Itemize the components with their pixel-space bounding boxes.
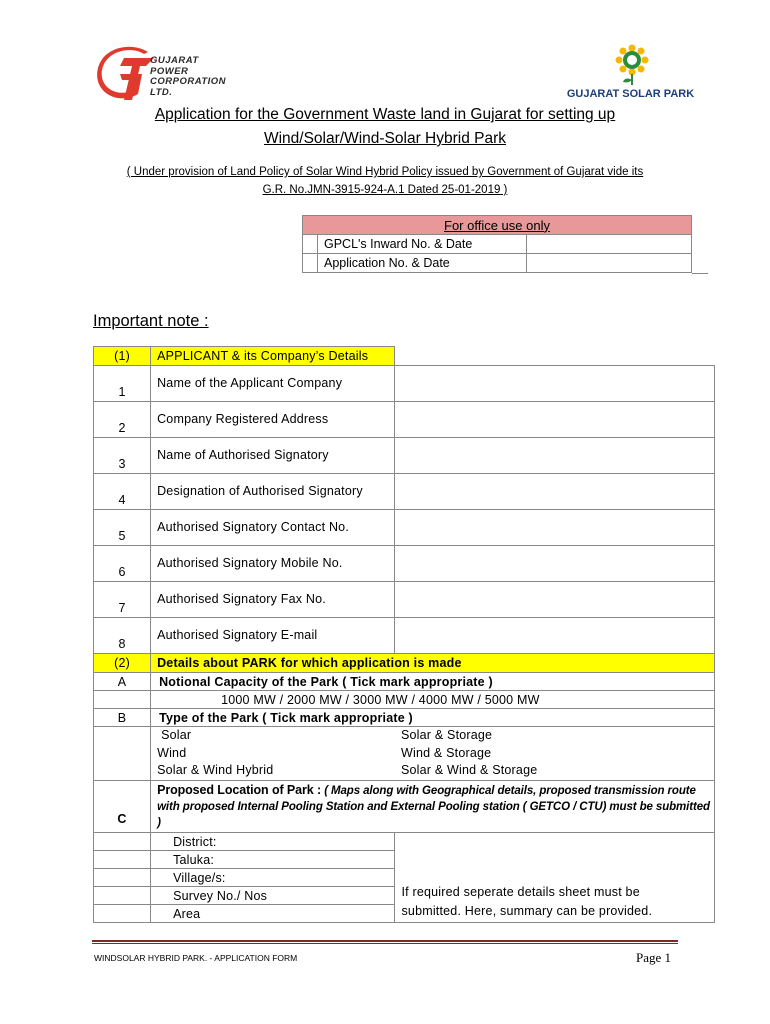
row-label: Company Registered Address xyxy=(151,402,395,438)
row-label: Designation of Authorised Signatory xyxy=(151,474,395,510)
location-help-text: If required seperate details sheet must be xyxy=(401,885,640,899)
option-solar[interactable]: Solar xyxy=(161,728,192,743)
option-solar-wind-hybrid[interactable]: Solar & Wind Hybrid xyxy=(157,763,274,778)
row-label: Authorised Signatory Mobile No. xyxy=(151,546,395,582)
table-row xyxy=(94,402,715,438)
capacity-options[interactable]: 1000 MW / 2000 MW / 3000 MW / 4000 MW / 5000 MW xyxy=(151,691,715,709)
table-row xyxy=(94,546,715,582)
signatory-name-field[interactable] xyxy=(395,438,715,474)
location-field-label: Village/s: xyxy=(151,869,395,887)
table-row xyxy=(94,618,715,654)
logo-line: CORPORATION xyxy=(150,76,227,87)
fax-no-field[interactable] xyxy=(395,582,715,618)
logo-line: GUJARAT xyxy=(150,55,199,66)
sunflower-icon xyxy=(615,44,649,86)
logo-line: LTD. xyxy=(150,86,173,98)
mobile-no-field[interactable] xyxy=(395,546,715,582)
office-use-table xyxy=(302,215,692,273)
row-label: Authorised Signatory E-mail xyxy=(151,618,395,654)
page-title-line2: Wind/Solar/Wind-Solar Hybrid Park xyxy=(263,130,507,147)
park-type-options-right xyxy=(395,727,715,781)
location-field-label: District: xyxy=(151,833,395,851)
table-row xyxy=(94,474,715,510)
table-row xyxy=(94,438,715,474)
option-wind-storage[interactable]: Wind & Storage xyxy=(400,745,492,760)
subtitle-line1: ( Under provision of Land Policy of Solar Wind Hybrid Policy issued by Government of Gujarat vide its xyxy=(126,166,644,178)
row-label: Authorised Signatory Fax No. xyxy=(151,582,395,618)
application-no-field[interactable] xyxy=(527,254,692,273)
row-number: 6 xyxy=(94,546,151,582)
location-heading xyxy=(151,781,715,833)
row-number: 8 xyxy=(94,618,151,654)
row-letter: C xyxy=(94,781,151,833)
park-type-heading: Type of the Park ( Tick mark appropriate ) xyxy=(151,709,715,727)
location-summary-field[interactable] xyxy=(395,833,715,923)
solar-park-logo-text: GUJARAT SOLAR PARK xyxy=(566,88,695,100)
table-row xyxy=(94,366,715,402)
applicant-company-field[interactable] xyxy=(395,366,715,402)
gpcl-emblem-icon xyxy=(96,44,156,104)
logo-line: POWER xyxy=(150,65,189,77)
section-title: APPLICANT & its Company’s Details xyxy=(151,347,395,366)
page-number: Page 1 xyxy=(636,950,672,965)
row-number: 5 xyxy=(94,510,151,546)
office-use-label: Application No. & Date xyxy=(318,254,527,273)
signatory-designation-field[interactable] xyxy=(395,474,715,510)
table-row xyxy=(94,582,715,618)
office-use-label: GPCL's Inward No. & Date xyxy=(318,235,527,254)
page-title-line1: Application for the Government Waste land in Gujarat for setting up xyxy=(154,106,616,123)
section-title: Details about PARK for which application is made xyxy=(151,654,715,673)
contact-no-field[interactable] xyxy=(395,510,715,546)
gpcl-logo-text xyxy=(150,56,226,98)
section-number: (2) xyxy=(94,654,151,673)
footer-divider xyxy=(92,943,678,944)
row-number: 3 xyxy=(94,438,151,474)
subtitle-line2: G.R. No.JMN-3915-924-A.1 Dated 25-01-2019 ) xyxy=(262,184,508,196)
important-note-heading: Important note : xyxy=(93,312,209,330)
option-wind[interactable]: Wind xyxy=(157,745,187,760)
location-note: ( Maps along with Geographical details, proposed transmission route with proposed Internal Pooling Station and External Pooling station ( GETCO / CTU) must be submitted ) xyxy=(157,785,710,829)
table-row xyxy=(94,510,715,546)
table-row xyxy=(303,235,692,254)
row-number: 7 xyxy=(94,582,151,618)
divider xyxy=(692,273,708,274)
option-solar-storage[interactable]: Solar & Storage xyxy=(400,728,493,743)
park-type-options-left xyxy=(151,727,395,781)
location-title: Proposed Location of Park : xyxy=(157,783,322,797)
email-field[interactable] xyxy=(395,618,715,654)
row-letter: B xyxy=(94,709,151,727)
row-label: Name of the Applicant Company xyxy=(151,366,395,402)
section-number: (1) xyxy=(94,347,151,366)
row-label: Name of Authorised Signatory xyxy=(151,438,395,474)
option-solar-wind-storage[interactable]: Solar & Wind & Storage xyxy=(400,763,538,778)
row-number: 1 xyxy=(94,366,151,402)
location-help-text: submitted. Here, summary can be provided. xyxy=(401,904,653,918)
inward-no-field[interactable] xyxy=(527,235,692,254)
location-field-label: Survey No./ Nos xyxy=(151,887,395,905)
row-label: Authorised Signatory Contact No. xyxy=(151,510,395,546)
application-table xyxy=(93,346,715,923)
footer-divider xyxy=(92,940,678,942)
location-field-label: Taluka: xyxy=(151,851,395,869)
row-number: 2 xyxy=(94,402,151,438)
table-row xyxy=(303,254,692,273)
registered-address-field[interactable] xyxy=(395,402,715,438)
location-field-label: Area xyxy=(151,905,395,923)
row-number: 4 xyxy=(94,474,151,510)
capacity-heading: Notional Capacity of the Park ( Tick mark appropriate ) xyxy=(151,673,715,691)
office-use-heading: For office use only xyxy=(303,216,692,235)
row-letter: A xyxy=(94,673,151,691)
footer-form-name: WINDSOLAR HYBRID PARK. - APPLICATION FORM xyxy=(94,953,298,963)
